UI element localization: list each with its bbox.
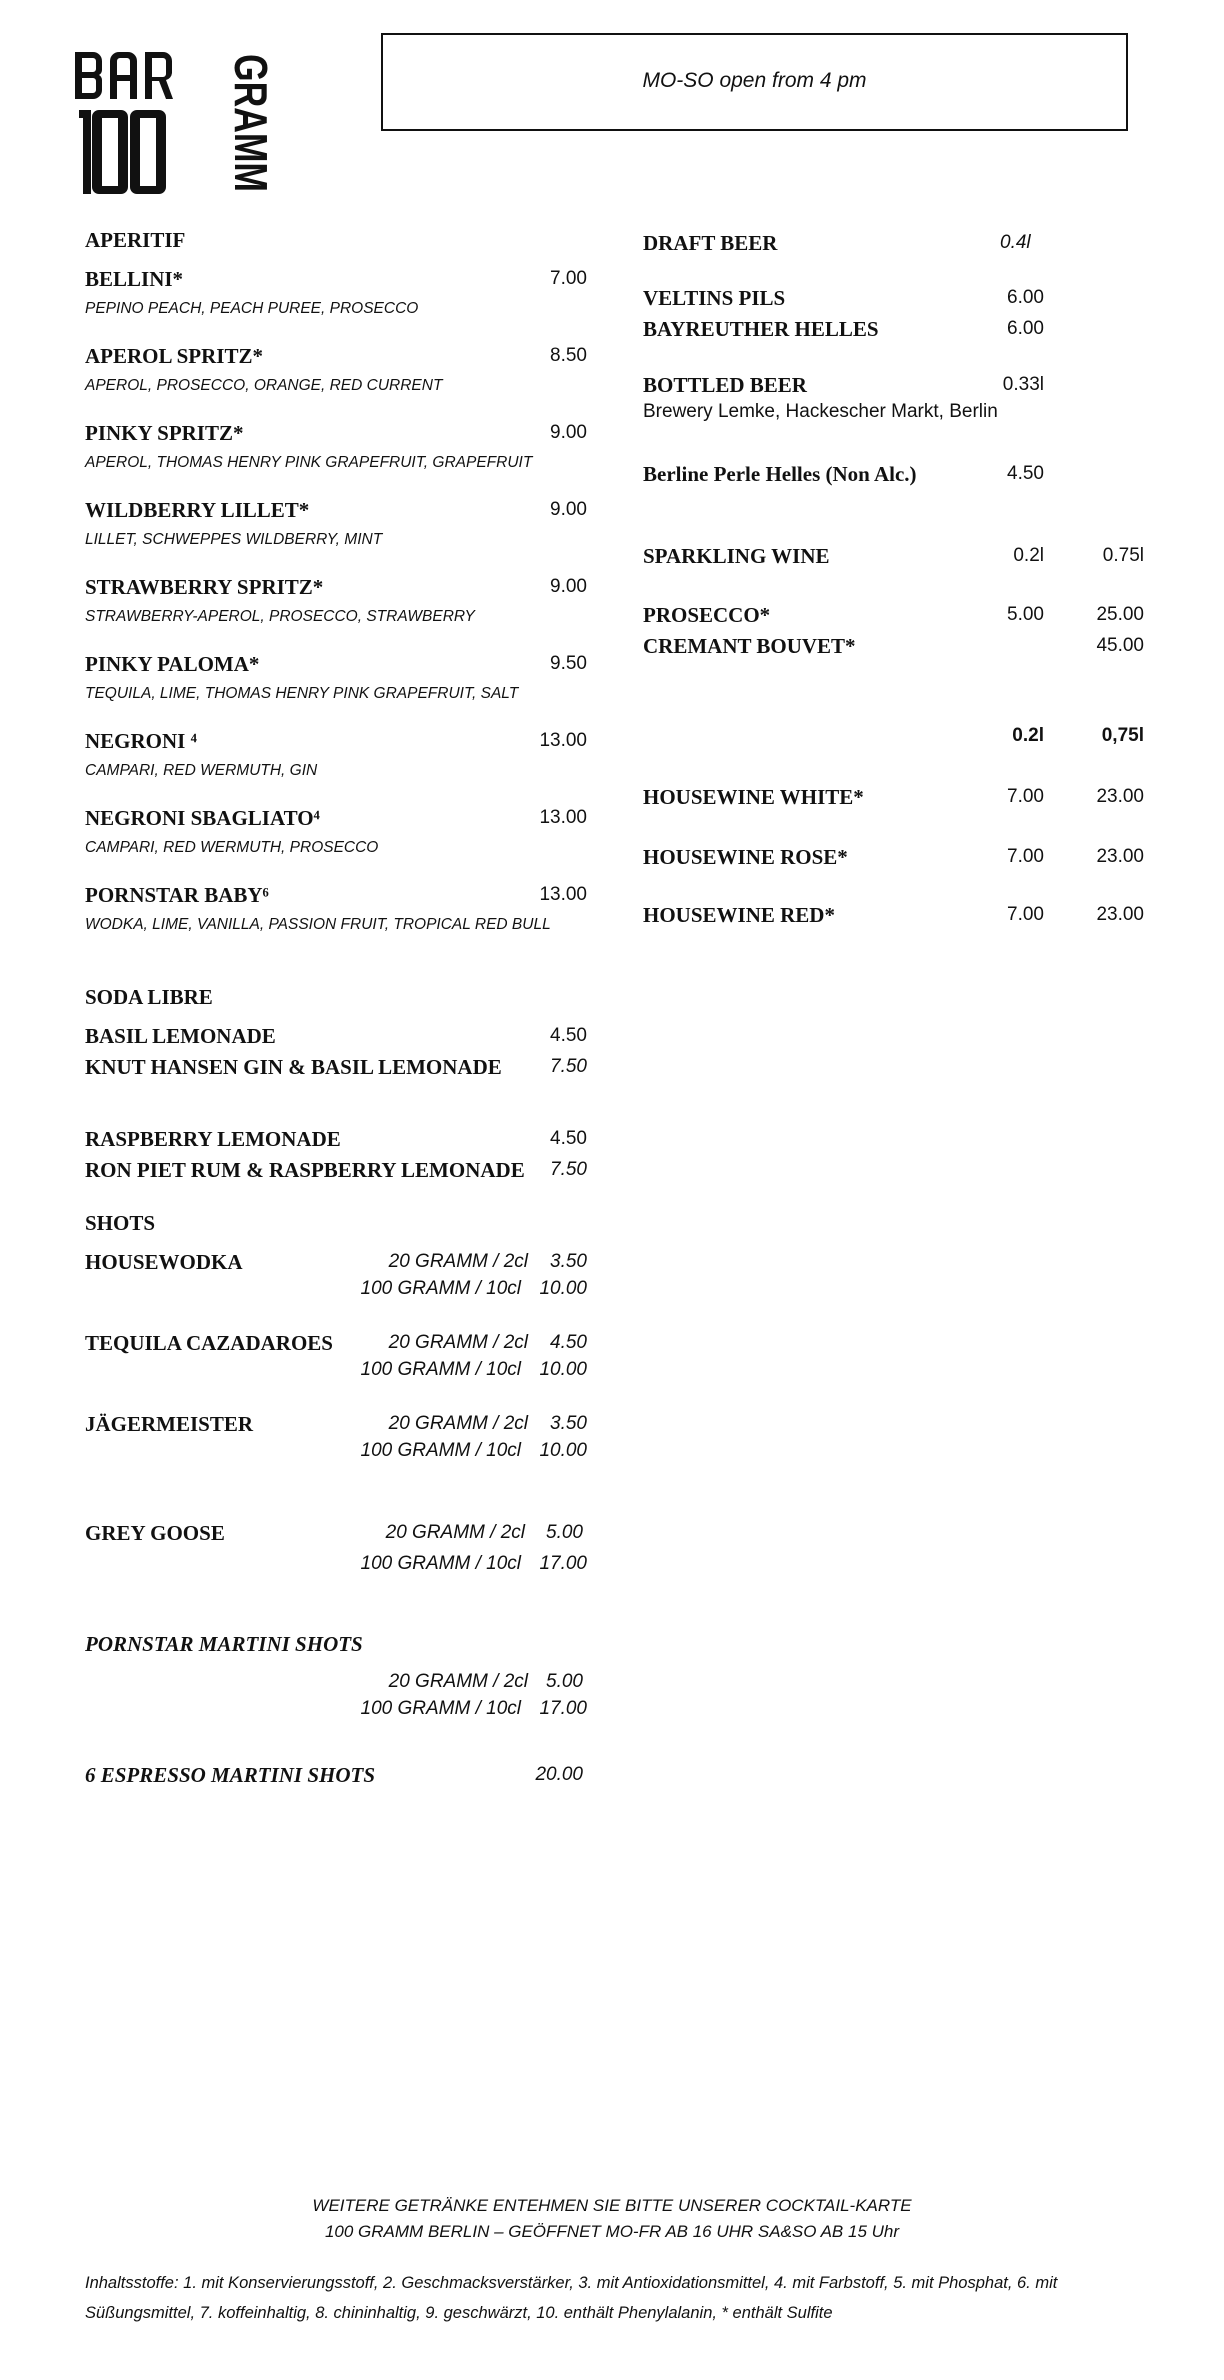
menu-item-price: 4.50 (1007, 463, 1044, 484)
menu-item-name: VELTINS PILS (643, 286, 786, 310)
shot-size-large: 100 GRAMM / 10cl (360, 1440, 521, 1461)
espresso-martini-shots-name: 6 ESPRESSO MARTINI SHOTS (85, 1763, 376, 1787)
menu-item-description: CAMPARI, RED WERMUTH, PROSECCO (85, 839, 379, 856)
menu-item-name: HOUSEWINE ROSE* (643, 845, 848, 869)
sparkling-wine-heading: SPARKLING WINE (643, 544, 830, 568)
menu-item-name: TEQUILA CAZADAROES (85, 1331, 333, 1355)
shot-price-small: 3.50 (550, 1413, 587, 1434)
opening-hours-text: MO-SO open from 4 pm (642, 69, 867, 92)
shot-price-large: 17.00 (539, 1553, 587, 1574)
menu-item-price: 6.00 (1007, 287, 1044, 308)
menu-item-description: TEQUILA, LIME, THOMAS HENRY PINK GRAPEFRUIT, SALT (85, 685, 519, 702)
menu-item-price: 7.50 (550, 1056, 587, 1077)
shot-size-small: 20 GRAMM / 2cl (388, 1413, 528, 1434)
draft-beer-heading: DRAFT BEER (643, 231, 778, 255)
menu-item-name: RON PIET RUM & RASPBERRY LEMONADE (85, 1158, 525, 1182)
menu-item-name: BELLINI* (85, 267, 184, 291)
shot-size-small: 20 GRAMM / 2cl (388, 1671, 528, 1692)
shot-price-large: 17.00 (539, 1698, 587, 1719)
menu-item-price-large: 23.00 (1096, 786, 1144, 807)
menu-item-name: NEGRONI SBAGLIATO⁴ (85, 806, 320, 830)
shot-size-large: 100 GRAMM / 10cl (360, 1278, 521, 1299)
footer-cocktail-note: WEITERE GETRÄNKE ENTEHMEN SIE BITTE UNSERER COCKTAIL-KARTE (312, 2196, 912, 2215)
shot-size-small: 20 GRAMM / 2cl (388, 1251, 528, 1272)
menu-item-price: 6.00 (1007, 318, 1044, 339)
menu-item-name: NEGRONI ⁴ (85, 729, 197, 753)
opening-hours-box (381, 33, 1128, 131)
menu-item-price-small: 7.00 (1007, 904, 1044, 925)
shot-price-small: 5.00 (546, 1671, 583, 1692)
menu-item-name: RASPBERRY LEMONADE (85, 1127, 341, 1151)
menu-item-price: 9.00 (550, 499, 587, 520)
menu-item-description: PEPINO PEACH, PEACH PUREE, PROSECCO (85, 300, 419, 317)
menu-item-name: APEROL SPRITZ* (85, 344, 263, 368)
menu-item-price: 9.50 (550, 653, 587, 674)
menu-item-name: GREY GOOSE (85, 1521, 225, 1545)
bottled-beer-heading: BOTTLED BEER (643, 373, 807, 397)
housewine-size-large: 0,75l (1101, 725, 1144, 746)
menu-item-name: PORNSTAR BABY⁶ (85, 883, 269, 907)
housewine-size-small: 0.2l (1012, 725, 1044, 746)
menu-item-price: 13.00 (539, 730, 587, 751)
shot-size-large: 100 GRAMM / 10cl (360, 1359, 521, 1380)
menu-item-description: STRAWBERRY-APEROL, PROSECCO, STRAWBERRY (85, 608, 475, 625)
menu-item-price-large: 23.00 (1096, 904, 1144, 925)
menu-item-description: APEROL, THOMAS HENRY PINK GRAPEFRUIT, GRAPEFRUIT (85, 454, 533, 471)
menu-item-description: CAMPARI, RED WERMUTH, GIN (85, 762, 318, 779)
menu-item-price: 9.00 (550, 422, 587, 443)
shot-size-large: 100 GRAMM / 10cl (360, 1553, 521, 1574)
menu-item-price-small: 5.00 (1007, 604, 1044, 625)
additives-footnote: Inhaltsstoffe: 1. mit Konservierungsstoff, 2. Geschmacksverstärker, 3. mit Antioxidationsmittel, 4. mit Farbstoff, 5. mit Phosphat, 6. mit Süßungsmittel, 7. koffeinhaltig, 8. chininhaltig, 9. geschwärzt, 10. enthält Phenylalanin, * enthält Sulfite (85, 2274, 1058, 2322)
menu-item-name: Berline Perle Helles (Non Alc.) (643, 462, 917, 486)
menu-item-price: 8.50 (550, 345, 587, 366)
menu-item-name: JÄGERMEISTER (85, 1412, 254, 1436)
menu-item-name: HOUSEWINE WHITE* (643, 785, 864, 809)
menu-item-name: HOUSEWODKA (85, 1250, 243, 1274)
menu-item-price-small: 7.00 (1007, 846, 1044, 867)
draft-beer-size: 0.4l (1000, 232, 1031, 253)
menu-item-name: PORNSTAR MARTINI SHOTS (85, 1632, 363, 1656)
soda-libre-heading: SODA LIBRE (85, 985, 213, 1009)
footer-opening-hours: 100 GRAMM BERLIN – GEÖFFNET MO-FR AB 16 UHR SA&SO AB 15 Uhr (324, 2222, 900, 2241)
menu-item-description: APEROL, PROSECCO, ORANGE, RED CURRENT (85, 377, 443, 394)
menu-item-price-large: 23.00 (1096, 846, 1144, 867)
menu-item-price-small: 7.00 (1007, 786, 1044, 807)
bottled-beer-size: 0.33l (1002, 374, 1044, 395)
menu-item-description: WODKA, LIME, VANILLA, PASSION FRUIT, TROPICAL RED BULL (85, 916, 551, 933)
shot-price-small: 3.50 (550, 1251, 587, 1272)
menu-item-price-large: 25.00 (1096, 604, 1144, 625)
aperitif-heading: APERITIF (85, 228, 186, 252)
menu-item-price: 7.00 (550, 268, 587, 289)
menu-item-name: CREMANT BOUVET* (643, 634, 856, 658)
menu-item-name: WILDBERRY LILLET* (85, 498, 310, 522)
shot-price-large: 10.00 (539, 1278, 587, 1299)
menu-item-price: 4.50 (550, 1128, 587, 1149)
sparkling-size-small: 0.2l (1013, 545, 1044, 566)
shots-heading: SHOTS (85, 1211, 156, 1235)
menu-item-price: 13.00 (539, 807, 587, 828)
menu-item-name: HOUSEWINE RED* (643, 903, 835, 927)
menu-item-name: PINKY SPRITZ* (85, 421, 244, 445)
menu-item-name: STRAWBERRY SPRITZ* (85, 575, 324, 599)
shot-size-large: 100 GRAMM / 10cl (360, 1698, 521, 1719)
shot-size-small: 20 GRAMM / 2cl (385, 1522, 525, 1543)
menu-item-description: LILLET, SCHWEPPES WILDBERRY, MINT (85, 531, 383, 548)
shot-price-small: 5.00 (546, 1522, 583, 1543)
menu-item-price: 4.50 (550, 1025, 587, 1046)
menu-item-price: 13.00 (539, 884, 587, 905)
menu-item-name: KNUT HANSEN GIN & BASIL LEMONADE (85, 1055, 502, 1079)
shot-price-large: 10.00 (539, 1440, 587, 1461)
svg-text:GRAMM: GRAMM (224, 54, 277, 257)
shot-price-small: 4.50 (550, 1332, 587, 1353)
shot-size-small: 20 GRAMM / 2cl (388, 1332, 528, 1353)
menu-item-price: 7.50 (550, 1159, 587, 1180)
sparkling-size-large: 0.75l (1102, 545, 1144, 566)
menu-item-name: PROSECCO* (643, 603, 771, 627)
menu-item-name: BAYREUTHER HELLES (643, 317, 879, 341)
bottled-beer-brewery: Brewery Lemke, Hackescher Markt, Berlin (643, 401, 998, 422)
espresso-martini-shots-price: 20.00 (535, 1764, 583, 1785)
menu-item-name: BASIL LEMONADE (85, 1024, 276, 1048)
menu-item-name: PINKY PALOMA* (85, 652, 260, 676)
shot-price-large: 10.00 (539, 1359, 587, 1380)
menu-item-price: 9.00 (550, 576, 587, 597)
menu-item-price-large: 45.00 (1096, 635, 1144, 656)
